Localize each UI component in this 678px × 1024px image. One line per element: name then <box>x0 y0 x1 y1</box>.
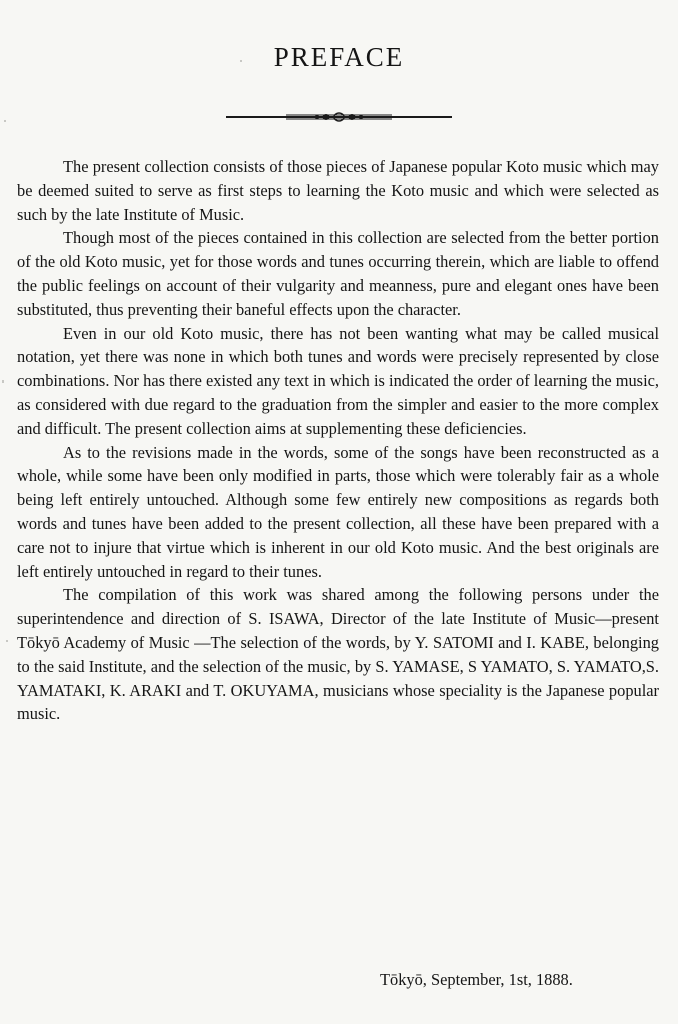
paper-speck <box>6 640 8 642</box>
paragraph: The present collection consists of those pieces of Japanese popular Koto music which may be deemed suited to serve as first steps to learning the Koto music and which were selected as such by the late Institute of Music. <box>17 157 659 224</box>
paper-speck <box>4 120 6 122</box>
paragraph: Even in our old Koto music, there has not been wanting what may be called musical notation, yet there was none in which both tunes and words were precisely represented by close combinations. Nor has there existed any text in which is indicated the order of learning the music, as considered with due regard to the graduation from the simpler and easier to the more complex and difficult. The present collection aims at supplementing these deficiencies. <box>17 323 659 438</box>
paper-speck <box>240 60 242 62</box>
paragraph: As to the revisions made in the words, some of the songs have been reconstructed as a whole, while some have been only modified in parts, those which were tolerably fair as a whole being left entirely untouched. Although some few entirely new compositions as regards both words and tunes have been added to the present collection, all these have been prepared with a care not to injure that virtue which is inherent in our old Koto music. And the best originals are left entirely untouched in regard to their tunes. <box>17 442 659 581</box>
paragraph: Though most of the pieces contained in this collection are selected from the better portion of the old Koto music, yet for those words and tunes occurring therein, which are liable to offend the public feelings on account of their vulgarity and meanness, pure and elegant ones have been substituted, thus preventing their baneful effects upon the character. <box>17 228 659 319</box>
paragraph: The compilation of this work was shared among the following persons under the superintendence and direction of S. ISAWA, Director of the late Institute of Music—present Tōkyō Academy of Music —The selection of the words, by Y. SATOMI and I. KABE, belonging to the said Institute, and the selection of the music, by S. YAMASE, S YAMATO, S. YAMATO,S. YAMATAKI, K. ARAKI and T. OKUYAMA, musicians whose speciality is the Japanese popular music. <box>17 585 659 724</box>
title-ornament-rule <box>226 110 452 124</box>
page-title: PREFACE <box>273 42 405 72</box>
dateline: Tōkyō, September, 1st, 1888. <box>380 970 573 989</box>
preface-body <box>17 155 659 726</box>
paper-speck <box>2 380 4 383</box>
